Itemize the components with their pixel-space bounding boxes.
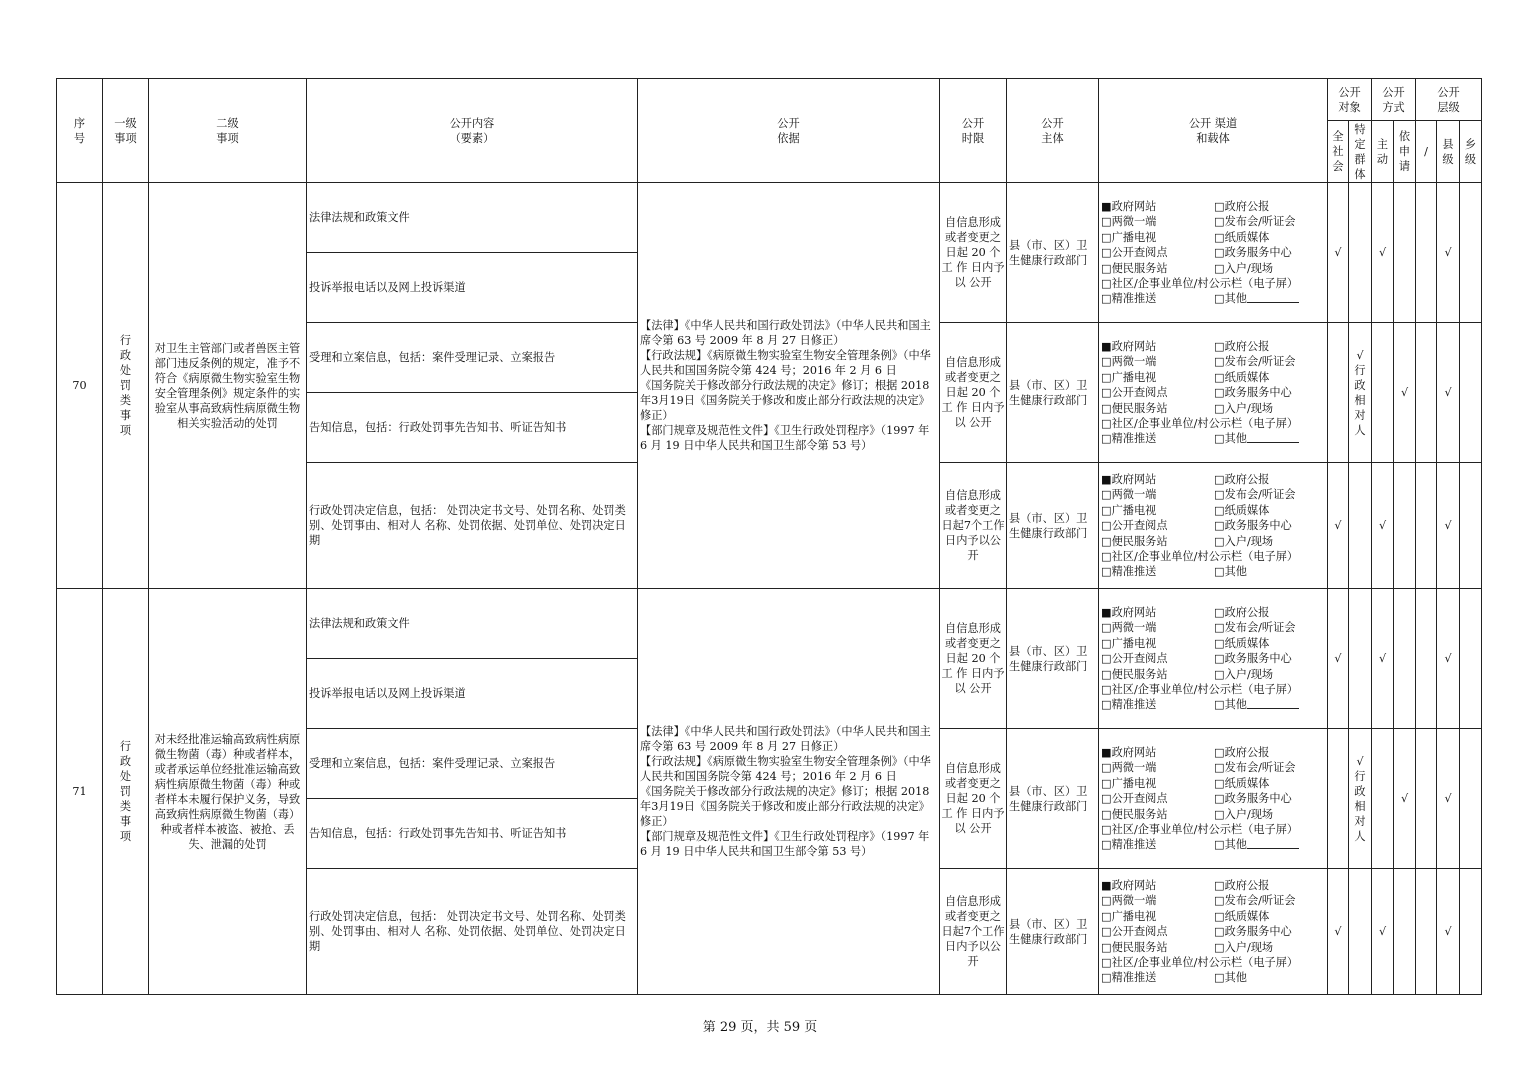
channel-service-station: □便民服务站 (1101, 261, 1168, 275)
channel-push: □精准推送 (1101, 292, 1157, 305)
channel-radio-tv: □广播电视 (1101, 370, 1157, 384)
disclosure-subject: 县（市、区）卫 生健康行政部门 (1007, 323, 1099, 463)
channel-two-micro: □两微一端 (1101, 761, 1157, 774)
header-target-specific: 特 定 群 体 (1349, 121, 1372, 183)
channel-two-micro: □两微一端 (1101, 355, 1157, 368)
channel-door: □入户/现场 (1214, 401, 1274, 415)
target-all-mark (1328, 729, 1349, 869)
header-target-all: 全 社 会 (1328, 121, 1349, 183)
mode-request-mark (1394, 463, 1416, 589)
disclosure-subject: 县（市、区）卫 生健康行政部门 (1007, 183, 1099, 323)
channel-service-center: □政务服务中心 (1214, 652, 1292, 665)
channel-gov-gazette: □政府公报 (1214, 605, 1270, 619)
channel-gov-site: ■政府网站 (1101, 605, 1157, 619)
mode-active-mark: √ (1372, 869, 1394, 995)
channel-push: □精准推送 (1101, 432, 1157, 445)
target-specific-mark (1349, 869, 1372, 995)
mode-request-mark (1394, 589, 1416, 729)
channel-two-micro: □两微一端 (1101, 894, 1157, 907)
disclosure-subject: 县（市、区）卫 生健康行政部门 (1007, 729, 1099, 869)
channel-door: □入户/现场 (1214, 807, 1274, 821)
channel-press: □发布会/听证会 (1214, 621, 1296, 634)
header-content: 公开内容 （要素） (307, 79, 638, 183)
level-town-mark (1460, 463, 1482, 589)
channel-service-center: □政务服务中心 (1214, 519, 1292, 532)
disclosure-table (56, 78, 1482, 995)
channel-other: □其他 (1214, 698, 1247, 711)
channel-service-station: □便民服务站 (1101, 940, 1168, 954)
channel-service-station: □便民服务站 (1101, 667, 1168, 681)
table-body (57, 183, 1482, 995)
item-content: 法律法规和政策文件 (307, 589, 638, 659)
channel-two-micro: □两微一端 (1101, 621, 1157, 634)
header-mode-request: 依 申 请 (1394, 121, 1416, 183)
table-row (57, 183, 1482, 253)
channel-door: □入户/现场 (1214, 940, 1274, 954)
channel-gov-site: ■政府网站 (1101, 472, 1157, 486)
slash-mark (1416, 323, 1437, 463)
channel-board: □社区/企事业单位/村公示栏（电子屏） (1101, 956, 1299, 969)
channel-board: □社区/企事业单位/村公示栏（电子屏） (1101, 277, 1299, 290)
slash-mark (1416, 463, 1437, 589)
channel-radio-tv: □广播电视 (1101, 776, 1157, 790)
channel-service-center: □政务服务中心 (1214, 925, 1292, 938)
item-level1: 行 政 处 罚 类 事 项 (103, 589, 149, 995)
channel-service-center: □政务服务中心 (1214, 246, 1292, 259)
channel-door: □入户/现场 (1214, 534, 1274, 548)
channel-two-micro: □两微一端 (1101, 215, 1157, 228)
mode-active-mark: √ (1372, 589, 1394, 729)
channel-door: □入户/现场 (1214, 261, 1274, 275)
level-county-mark: √ (1437, 183, 1460, 323)
channel-gov-gazette: □政府公报 (1214, 878, 1270, 892)
channel-radio-tv: □广播电视 (1101, 230, 1157, 244)
channel-other: □其他 (1214, 292, 1247, 305)
header-basis: 公开 依据 (638, 79, 940, 183)
mode-request-mark (1394, 869, 1416, 995)
channel-board: □社区/企事业单位/村公示栏（电子屏） (1101, 683, 1299, 696)
channel-service-station: □便民服务站 (1101, 401, 1168, 415)
level-county-mark: √ (1437, 729, 1460, 869)
channel-gov-site: ■政府网站 (1101, 199, 1157, 213)
header-slash: / (1416, 121, 1437, 183)
header-mode-active: 主 动 (1372, 121, 1394, 183)
channel-radio-tv: □广播电视 (1101, 636, 1157, 650)
header-subject: 公开 主体 (1007, 79, 1099, 183)
item-number: 71 (57, 589, 103, 995)
header-seq: 序 号 (57, 79, 103, 183)
channel-paper: □纸质媒体 (1214, 909, 1270, 923)
header-level: 公开 层级 (1416, 79, 1482, 121)
item-content: 告知信息，包括：行政处罚事先告知书、听证告知书 (307, 393, 638, 463)
disclosure-time: 自信息形成或者变更之日起7个工作日内予以公开 (940, 869, 1007, 995)
channel-board: □社区/企事业单位/村公示栏（电子屏） (1101, 417, 1299, 430)
channel-push: □精准推送 (1101, 698, 1157, 711)
mode-request-mark: √ (1394, 323, 1416, 463)
mode-active-mark (1372, 729, 1394, 869)
disclosure-subject: 县（市、区）卫 生健康行政部门 (1007, 869, 1099, 995)
channel-reading-room: □公开查阅点 (1101, 652, 1168, 665)
item-content: 告知信息，包括：行政处罚事先告知书、听证告知书 (307, 799, 638, 869)
disclosure-channels (1099, 589, 1328, 729)
header-target: 公开 对象 (1328, 79, 1372, 121)
slash-mark (1416, 729, 1437, 869)
channel-press: □发布会/听证会 (1214, 894, 1296, 907)
channel-reading-room: □公开查阅点 (1101, 925, 1168, 938)
level-county-mark: √ (1437, 463, 1460, 589)
header-time: 公开 时限 (940, 79, 1007, 183)
mode-active-mark: √ (1372, 463, 1394, 589)
level-town-mark (1460, 323, 1482, 463)
channel-paper: □纸质媒体 (1214, 636, 1270, 650)
channel-door: □入户/现场 (1214, 667, 1274, 681)
item-basis: 【法律】《中华人民共和国行政处罚法》（中华人民共和国主席令第 63 号 2009 年 8 月 27 日修正） 【行政法规】《病原微生物实验室生物安全管理条例》（中华人民共和国国务院令第 424 号；2016 年 2 月 6 日 《国务院关于修改部分行政法规的决定》修订；根据 2018 年3月19日《国务院关于修改和废止部分行政法规的决定》修正） 【部门规章及规范性文件】《卫生行政处罚程序》（1997 年 6 月 19 日中华人民共和国卫生部令第 53 号） (638, 589, 940, 995)
mode-active-mark: √ (1372, 183, 1394, 323)
item-number: 70 (57, 183, 103, 589)
channel-gov-site: ■政府网站 (1101, 745, 1157, 759)
channel-gov-gazette: □政府公报 (1214, 199, 1270, 213)
channel-other: □其他 (1214, 432, 1247, 445)
disclosure-channels (1099, 463, 1328, 589)
table-row (57, 589, 1482, 659)
item-level2: 对卫生主管部门或者兽医主管部门违反条例的规定，准予不符合《病原微生物实验室生物安全管理条例》规定条件的实验室从事高致病性病原微生物相关实验活动的处罚 (149, 183, 307, 589)
channel-gov-site: ■政府网站 (1101, 339, 1157, 353)
header-mode: 公开 方式 (1372, 79, 1416, 121)
level-town-mark (1460, 729, 1482, 869)
target-specific-mark (1349, 183, 1372, 323)
channel-gov-gazette: □政府公报 (1214, 745, 1270, 759)
channel-push: □精准推送 (1101, 565, 1157, 578)
channel-push: □精准推送 (1101, 971, 1157, 984)
header-level1: 一级 事项 (103, 79, 149, 183)
other-blank-line (1247, 697, 1299, 709)
target-all-mark (1328, 323, 1349, 463)
header-level-county: 县 级 (1437, 121, 1460, 183)
header-channel: 公开 渠道 和载体 (1099, 79, 1328, 183)
slash-mark (1416, 183, 1437, 323)
channel-press: □发布会/听证会 (1214, 761, 1296, 774)
channel-paper: □纸质媒体 (1214, 503, 1270, 517)
channel-reading-room: □公开查阅点 (1101, 246, 1168, 259)
channel-service-center: □政务服务中心 (1214, 792, 1292, 805)
level-county-mark: √ (1437, 589, 1460, 729)
slash-mark (1416, 589, 1437, 729)
channel-board: □社区/企事业单位/村公示栏（电子屏） (1101, 550, 1299, 563)
page-footer: 第 29 页，共 59 页 (702, 1020, 818, 1035)
channel-service-station: □便民服务站 (1101, 534, 1168, 548)
disclosure-time: 自信息形成或者变更之日起 20 个工 作 日内予以 公开 (940, 729, 1007, 869)
mode-active-mark (1372, 323, 1394, 463)
other-blank-line (1247, 431, 1299, 443)
channel-reading-room: □公开查阅点 (1101, 792, 1168, 805)
target-specific-mark (1349, 463, 1372, 589)
disclosure-time: 自信息形成或者变更之日起 20 个工 作 日内予以 公开 (940, 323, 1007, 463)
item-content: 投诉举报电话以及网上投诉渠道 (307, 253, 638, 323)
header-level-town: 乡 级 (1460, 121, 1482, 183)
disclosure-channels (1099, 729, 1328, 869)
level-county-mark: √ (1437, 869, 1460, 995)
target-all-mark: √ (1328, 589, 1349, 729)
level-town-mark (1460, 869, 1482, 995)
channel-radio-tv: □广播电视 (1101, 909, 1157, 923)
item-level2: 对未经批准运输高致病性病原微生物菌（毒）种或者样本，或者承运单位经批准运输高致病性病原微生物菌（毒）种或者样本未履行保护义务，导致高致病性病原微生物菌（毒）种或者样本被盗、被抢、丢失、泄漏的处罚 (149, 589, 307, 995)
item-content: 行政处罚决定信息，包括： 处罚决定书文号、处罚名称、处罚类别、处罚事由、相对人 名称、处罚依据、处罚单位、处罚决定日期 (307, 869, 638, 995)
item-content: 行政处罚决定信息，包括： 处罚决定书文号、处罚名称、处罚类别、处罚事由、相对人 名称、处罚依据、处罚单位、处罚决定日期 (307, 463, 638, 589)
disclosure-time: 自信息形成或者变更之日起7个工作日内予以公开 (940, 463, 1007, 589)
item-content: 受理和立案信息，包括：案件受理记录、立案报告 (307, 729, 638, 799)
disclosure-subject: 县（市、区）卫 生健康行政部门 (1007, 463, 1099, 589)
target-all-mark: √ (1328, 463, 1349, 589)
disclosure-time: 自信息形成或者变更之日起 20 个工 作 日内予以 公开 (940, 589, 1007, 729)
item-content: 投诉举报电话以及网上投诉渠道 (307, 659, 638, 729)
item-basis: 【法律】《中华人民共和国行政处罚法》（中华人民共和国主席令第 63 号 2009 年 8 月 27 日修正） 【行政法规】《病原微生物实验室生物安全管理条例》（中华人民共和国国务院令第 424 号；2016 年 2 月 6 日 《国务院关于修改部分行政法规的决定》修订；根据 2018 年3月19日《国务院关于修改和废止部分行政法规的决定》修正） 【部门规章及规范性文件】《卫生行政处罚程序》（1997 年 6 月 19 日中华人民共和国卫生部令第 53 号） (638, 183, 940, 589)
slash-mark (1416, 869, 1437, 995)
channel-two-micro: □两微一端 (1101, 488, 1157, 501)
disclosure-channels (1099, 869, 1328, 995)
level-town-mark (1460, 589, 1482, 729)
channel-service-station: □便民服务站 (1101, 807, 1168, 821)
target-all-mark: √ (1328, 869, 1349, 995)
level-town-mark (1460, 183, 1482, 323)
channel-paper: □纸质媒体 (1214, 370, 1270, 384)
item-level1: 行 政 处 罚 类 事 项 (103, 183, 149, 589)
mode-request-mark: √ (1394, 729, 1416, 869)
channel-paper: □纸质媒体 (1214, 776, 1270, 790)
channel-paper: □纸质媒体 (1214, 230, 1270, 244)
channel-board: □社区/企事业单位/村公示栏（电子屏） (1101, 823, 1299, 836)
header-level2: 二级 事项 (149, 79, 307, 183)
channel-other: □其他 (1214, 971, 1247, 984)
channel-press: □发布会/听证会 (1214, 215, 1296, 228)
mode-request-mark (1394, 183, 1416, 323)
channel-gov-gazette: □政府公报 (1214, 339, 1270, 353)
channel-radio-tv: □广播电视 (1101, 503, 1157, 517)
other-blank-line (1247, 291, 1299, 303)
channel-press: □发布会/听证会 (1214, 488, 1296, 501)
channel-press: □发布会/听证会 (1214, 355, 1296, 368)
target-specific-mark (1349, 589, 1372, 729)
channel-push: □精准推送 (1101, 838, 1157, 851)
item-content: 法律法规和政策文件 (307, 183, 638, 253)
channel-reading-room: □公开查阅点 (1101, 386, 1168, 399)
channel-gov-gazette: □政府公报 (1214, 472, 1270, 486)
disclosure-channels (1099, 323, 1328, 463)
channel-other: □其他 (1214, 565, 1247, 578)
target-specific-mark: √ 行 政 相 对 人 (1349, 323, 1372, 463)
target-specific-mark: √ 行 政 相 对 人 (1349, 729, 1372, 869)
disclosure-channels (1099, 183, 1328, 323)
channel-other: □其他 (1214, 838, 1247, 851)
level-county-mark: √ (1437, 323, 1460, 463)
channel-gov-site: ■政府网站 (1101, 878, 1157, 892)
target-all-mark: √ (1328, 183, 1349, 323)
item-content: 受理和立案信息，包括：案件受理记录、立案报告 (307, 323, 638, 393)
other-blank-line (1247, 837, 1299, 849)
channel-service-center: □政务服务中心 (1214, 386, 1292, 399)
channel-reading-room: □公开查阅点 (1101, 519, 1168, 532)
disclosure-subject: 县（市、区）卫 生健康行政部门 (1007, 589, 1099, 729)
disclosure-time: 自信息形成或者变更之日起 20 个工 作 日内予以 公开 (940, 183, 1007, 323)
